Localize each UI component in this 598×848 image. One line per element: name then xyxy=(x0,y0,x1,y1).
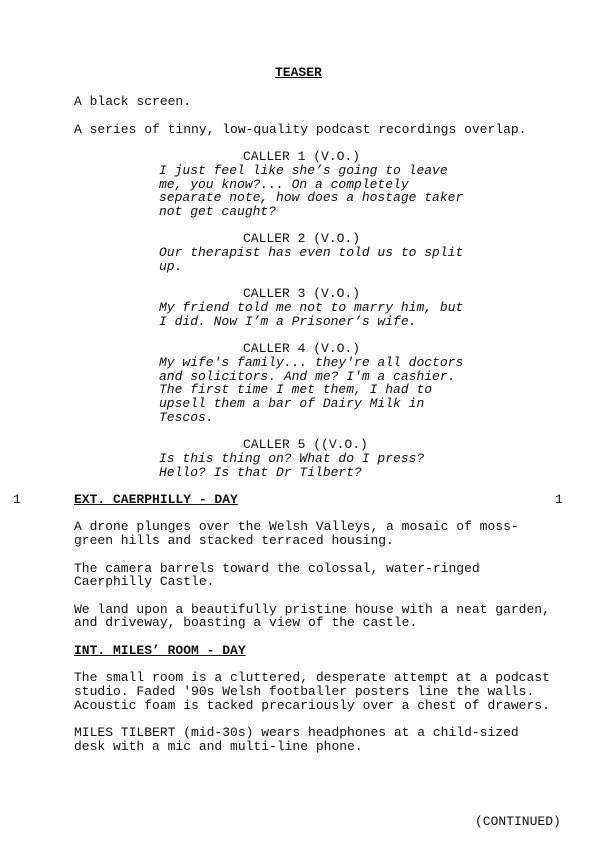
dialogue-line: My friend told me not to marry him, but xyxy=(159,300,464,315)
dialogue-line: My wife's family... they're all doctors xyxy=(159,355,464,370)
dialogue-line: not get caught? xyxy=(159,204,277,219)
action-line: The small room is a cluttered, desperate attempt at a podcast xyxy=(74,670,550,685)
action-line: desk with a mic and multi-line phone. xyxy=(74,739,363,754)
dialogue-line: separate note, how does a hostage taker xyxy=(159,190,464,205)
scene-number-right: 1 xyxy=(555,492,563,507)
action-line: Caerphilly Castle. xyxy=(74,574,215,589)
action-line: A black screen. xyxy=(74,94,192,109)
action-line: studio. Faded '90s Welsh footballer posters line the walls. xyxy=(74,684,535,699)
dialogue-line: upsell them a bar of Dairy Milk in xyxy=(159,396,425,411)
character-cue: CALLER 2 (V.O.) xyxy=(243,231,361,246)
action-line: MILES TILBERT (mid-30s) wears headphones at a child-sized xyxy=(74,725,519,740)
action-line: We land upon a beautifully pristine house with a neat garden, xyxy=(74,602,550,617)
character-cue: CALLER 3 (V.O.) xyxy=(243,286,361,301)
scene-heading: INT. MILES’ ROOM - DAY xyxy=(74,643,246,658)
action-line: A drone plunges over the Welsh Valleys, a mosaic of moss- xyxy=(74,519,519,534)
character-cue: CALLER 1 (V.O.) xyxy=(243,149,361,164)
character-cue: CALLER 4 (V.O.) xyxy=(243,341,361,356)
dialogue-line: and solicitors. And me? I'm a cashier. xyxy=(159,369,456,384)
scene-number-left: 1 xyxy=(13,492,21,507)
dialogue-line: I just feel like she’s going to leave xyxy=(159,163,448,178)
action-line: green hills and stacked terraced housing. xyxy=(74,533,394,548)
character-cue: CALLER 5 ((V.O.) xyxy=(243,437,368,452)
dialogue-line: Tescos. xyxy=(159,410,214,425)
dialogue-line: Hello? Is that Dr Tilbert? xyxy=(159,465,362,480)
dialogue-line: Our therapist has even told us to split xyxy=(159,245,464,260)
dialogue-line: me, you know?... On a completely xyxy=(159,177,409,192)
action-line: and driveway, boasting a view of the castle. xyxy=(74,615,418,630)
dialogue-line: I did. Now I’m a Prisoner’s wife. xyxy=(159,314,417,329)
page-title: TEASER xyxy=(275,65,322,80)
dialogue-line: Is this thing on? What do I press? xyxy=(159,451,425,466)
continued-marker: (CONTINUED) xyxy=(475,814,561,829)
action-line: The camera barrels toward the colossal, water-ringed xyxy=(74,561,480,576)
scene-heading: EXT. CAERPHILLY - DAY xyxy=(74,492,238,507)
dialogue-line: up. xyxy=(159,259,183,274)
dialogue-line: The first time I met them, I had to xyxy=(159,382,433,397)
action-line: A series of tinny, low-quality podcast recordings overlap. xyxy=(74,122,527,137)
action-line: Acoustic foam is tacked precariously over a chest of drawers. xyxy=(74,698,550,713)
